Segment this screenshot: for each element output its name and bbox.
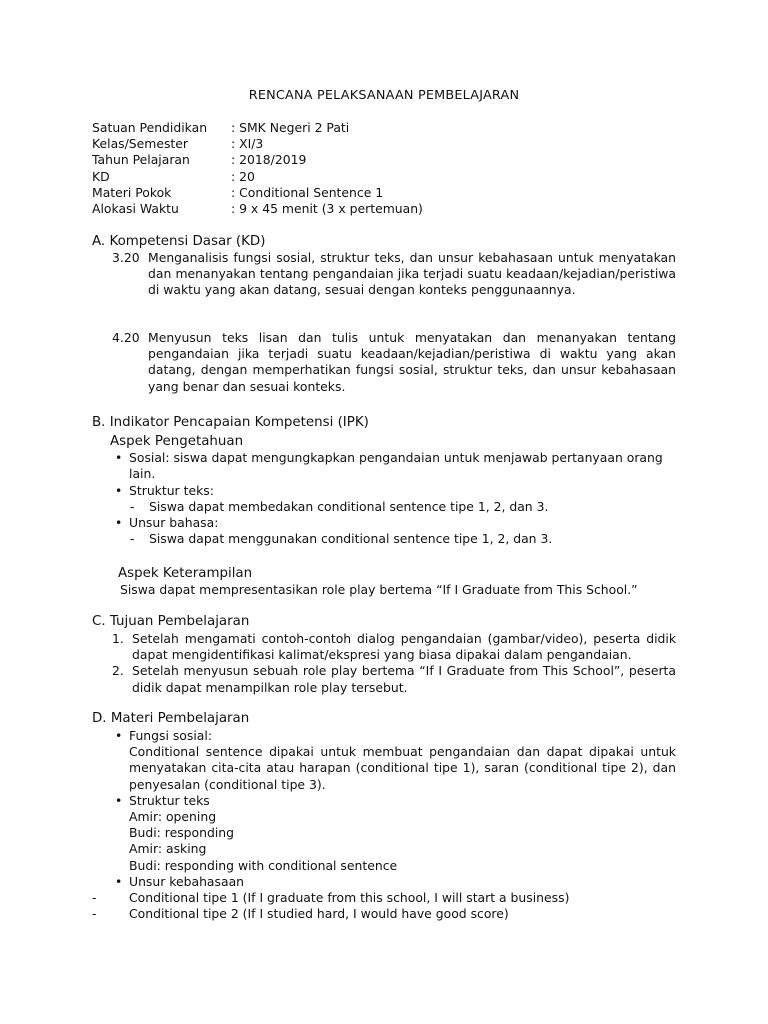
dash-icon: - [92, 906, 97, 922]
list-item [92, 663, 676, 695]
ipk-pengetahuan [92, 434, 676, 547]
section-letter: D. [92, 711, 107, 726]
identity-value: : 9 x 45 menit (3 x pertemuan) [231, 200, 423, 216]
dash-icon: - [130, 498, 135, 514]
sub-list-item-text: Conditional tipe 1 (If I graduate from this school, I will start a business) [129, 890, 570, 906]
list-item [92, 631, 676, 663]
dash-icon: - [130, 531, 135, 547]
tujuan-list [92, 631, 676, 696]
sub-list-item [92, 890, 676, 906]
fungsi-text: Conditional sentence dipakai untuk membuat pengandaian dan dapat dipakai untuk menyatakan cita-cita atau harapan (conditional tipe 1), saran (conditional tipe 2), dan penyesalan (conditional tipe 3). [129, 744, 676, 792]
bullet-icon: • [115, 792, 123, 808]
list-item-text: Fungsi sosial: [129, 728, 213, 743]
identity-key: Alokasi Waktu [92, 200, 179, 216]
dialog-line: Budi: responding [129, 825, 234, 841]
list-item [92, 728, 676, 744]
list-item [92, 483, 676, 499]
bullet-icon: • [115, 728, 123, 743]
list-item-text: Setelah menyusun sebuah role play bertema “If I Graduate from This School”, peserta didik dapat menampilkan role play tersebut. [132, 663, 676, 695]
list-number: 1. [112, 631, 124, 646]
bullet-icon: • [115, 873, 123, 889]
kd-item [92, 250, 676, 299]
list-item-text: Sosial: siswa dapat mengungkapkan pengandaian untuk menjawab pertanyaan orang lain. [129, 450, 663, 482]
section-title: Indikator Pencapaian Kompetensi (IPK) [109, 415, 369, 430]
section-title: Materi Pembelajaran [110, 711, 250, 726]
section-b-heading [92, 415, 369, 431]
identity-key: KD [92, 168, 110, 184]
list-item-text: Unsur bahasa: [129, 515, 219, 531]
list-item-text: Unsur kebahasaan [129, 873, 245, 889]
identity-row [92, 169, 692, 185]
section-letter: A. [92, 234, 106, 249]
materi-list [92, 728, 676, 922]
identity-key: Materi Pokok [92, 184, 172, 200]
list-item [92, 515, 676, 531]
kd-3-20 [92, 250, 676, 299]
identity-table [92, 120, 692, 217]
bullet-icon: • [115, 515, 123, 531]
dash-icon: - [92, 890, 97, 906]
keterampilan-text: Siswa dapat mempresentasikan role play bertema “If I Graduate from This School.” [120, 582, 638, 598]
identity-key: Tahun Pelajaran [92, 152, 190, 168]
identity-row [92, 185, 692, 201]
sub-list-item [92, 906, 676, 922]
list-item-text: Struktur teks: [129, 482, 214, 498]
aspek-pengetahuan-heading: Aspek Pengetahuan [110, 434, 244, 449]
identity-row [92, 136, 692, 152]
section-c-heading [92, 614, 249, 630]
list-item-text: Setelah mengamati contoh-contoh dialog pengandaian (gambar/video), peserta didik dapat mengidentifikasi kalimat/ekspresi yang biasa dipakai dalam pengandaian. [132, 631, 676, 663]
identity-row [92, 152, 692, 168]
list-item [92, 874, 676, 890]
sub-list-item [92, 531, 676, 547]
kd-text: Menganalisis fungsi sosial, struktur teks, dan unsur kebahasaan untuk menyatakan dan menanyakan tentang pengandaian jika terjadi suatu keadaan/kejadian/peristiwa di waktu yang akan datang, sesuai dengan konteks penggunaannya. [148, 250, 676, 298]
bullet-icon: • [115, 482, 123, 498]
bullet-icon: • [115, 450, 123, 466]
document-title: RENCANA PELAKSANAAN PEMBELAJARAN [248, 88, 520, 103]
section-title: Kompetensi Dasar (KD) [109, 234, 266, 249]
identity-value: : 2018/2019 [231, 152, 307, 168]
kd-text: Menyusun teks lisan dan tulis untuk menyatakan dan menanyakan tentang pengandaian jika terjadi suatu keadaan/kejadian/peristiwa di waktu yang akan datang, dengan memperhatikan fungsi sosial, struktur teks, dan unsur kebahasaan yang benar dan sesuai konteks. [148, 330, 676, 394]
identity-value: : SMK Negeri 2 Pati [231, 120, 350, 135]
list-item-text: Struktur teks [129, 792, 210, 808]
dialog-line: Budi: responding with conditional sentence [129, 857, 398, 873]
kd-item [92, 330, 676, 395]
kd-number: 3.20 [112, 250, 140, 265]
identity-value: : 20 [231, 168, 255, 184]
section-letter: B. [92, 415, 106, 430]
identity-value: : XI/3 [231, 136, 264, 152]
section-d-heading [92, 711, 249, 727]
dialog-line: Amir: asking [129, 841, 207, 857]
list-item [92, 793, 676, 809]
section-a-heading [92, 234, 265, 250]
sub-list-item-text: Siswa dapat menggunakan conditional sentence tipe 1, 2, dan 3. [149, 531, 553, 547]
identity-row [92, 201, 692, 217]
identity-key: Kelas/Semester [92, 136, 189, 152]
ipk-keterampilan [92, 566, 676, 598]
section-title: Tujuan Pembelajaran [109, 614, 250, 629]
section-letter: C. [92, 614, 106, 629]
kd-4-20 [92, 330, 676, 395]
kd-number: 4.20 [112, 330, 140, 345]
list-number: 2. [112, 663, 124, 679]
sub-list-item-text: Conditional tipe 2 (If I studied hard, I would have good score) [129, 906, 509, 922]
identity-value: : Conditional Sentence 1 [231, 184, 384, 200]
identity-key: Satuan Pendidikan [92, 120, 208, 135]
aspek-keterampilan-heading: Aspek Keterampilan [118, 566, 253, 581]
list-item [92, 450, 676, 482]
sub-list-item-text: Siswa dapat membedakan conditional sentence tipe 1, 2, dan 3. [149, 498, 549, 514]
identity-row [92, 120, 692, 136]
sub-list-item [92, 499, 676, 515]
dialog-line: Amir: opening [129, 809, 217, 825]
